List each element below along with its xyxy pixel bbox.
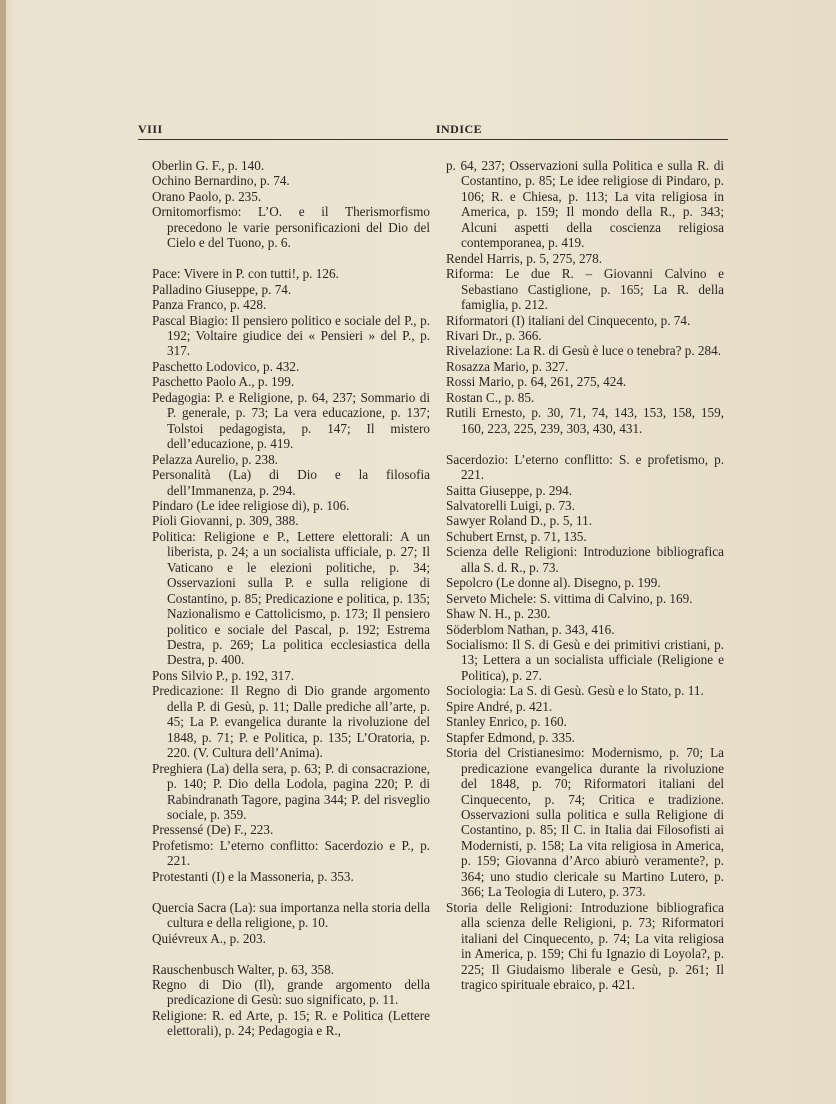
index-entry: Sociologia: La S. di Gesù. Gesù e lo Stato, p. 11.	[446, 683, 704, 699]
index-entry: Pioli Giovanni, p. 309, 388.	[152, 513, 299, 529]
index-entry: Scienza delle Religioni: Introduzione bibliografica alla S. d. R., p. 73.	[446, 544, 724, 575]
index-entry: Pons Silvio P., p. 192, 317.	[152, 667, 295, 683]
book-spine-edge	[0, 0, 6, 1104]
index-entry: Palladino Giuseppe, p. 74.	[152, 281, 292, 297]
index-entry: Panza Franco, p. 428.	[152, 297, 267, 313]
index-entry: Rossi Mario, p. 64, 261, 275, 424.	[446, 374, 627, 390]
index-entry: Salvatorelli Luigi, p. 73.	[446, 497, 575, 513]
index-entry: Serveto Michele: S. vittima di Calvino, p. 169.	[446, 590, 693, 606]
index-entry: Spire André, p. 421.	[446, 698, 553, 714]
index-entry: Sepolcro (Le donne al). Disegno, p. 199.	[446, 575, 661, 591]
index-entry: Pindaro (Le idee religiose di), p. 106.	[152, 497, 350, 513]
index-entry: Personalità (La) di Dio e la filosofia dell’Immanenza, p. 294.	[152, 467, 430, 498]
index-entry: Pressensé (De) F., 223.	[152, 822, 274, 838]
section-spacer	[152, 946, 430, 961]
index-entry: Riforma: Le due R. – Giovanni Calvino e Sebastiano Castiglione, p. 165; La R. della famiglia, p. 212.	[446, 266, 724, 313]
index-entry: Paschetto Paolo A., p. 199.	[152, 374, 295, 390]
index-entry: Sawyer Roland D., p. 5, 11.	[446, 513, 593, 529]
index-entry: Rosazza Mario, p. 327.	[446, 358, 569, 374]
index-entry: Rostan C., p. 85.	[446, 389, 535, 405]
index-entry: Protestanti (I) e la Massoneria, p. 353.	[152, 868, 354, 884]
index-entry: Storia delle Religioni: Introduzione bibliografica alla scienza delle Religioni, p. 73; Riformatori italiani del Cinquecento, p. 74; La vita religiosa in America, p. 159; Chi fu Ignazio di Loyola?, p. 225; Il Giudaismo liberale e Gesù, p. 261; Il tragico spirituale ebraico, p. 421.	[446, 899, 724, 992]
page-number: VIII	[138, 122, 163, 136]
index-entry: Preghiera (La) della sera, p. 63; P. di consacrazione, p. 140; P. Dio della Lodola, pagina 220; P. di Rabindranath Tagore, pagina 344; P. del risveglio sociale, p. 359.	[152, 760, 430, 823]
index-entry: Pelazza Aurelio, p. 238.	[152, 451, 278, 467]
index-entry: Paschetto Lodovico, p. 432.	[152, 358, 300, 374]
index-entry: Riformatori (I) italiani del Cinquecento, p. 74.	[446, 312, 691, 328]
index-entry: p. 64, 237; Osservazioni sulla Politica e sulla R. di Costantino, p. 85; Le idee religiose di Pindaro, p. 106; R. e Chiesa, p. 113; La vita religiosa in America, p. 159; Il mondo della R., p. 343; Alcuni aspetti della coscienza religiosa contemporanea, p. 419.	[446, 158, 724, 251]
index-entry: Rutili Ernesto, p. 30, 71, 74, 143, 153, 158, 159, 160, 223, 225, 239, 303, 430, 431.	[446, 405, 724, 436]
index-entry: Religione: R. ed Arte, p. 15; R. e Politica (Lettere elettorali), p. 24; Pedagogia e R.,	[152, 1007, 430, 1039]
index-entry: Orano Paolo, p. 235.	[152, 188, 262, 204]
section-spacer	[152, 884, 430, 899]
index-entry: Storia del Cristianesimo: Modernismo, p. 70; La predicazione evangelica durante la rivoluzione del 1848, p. 70; Riformatori italiani del Cinquecento, p. 74; Critica e tradizione. Osservazioni sulla politica e sulla Religione di Costantino, p. 85; Il C. in Italia dai Filosofisti ai Modernisti, p. 158; La vita religiosa in America, p. 159; Giovanna d’Arco abiurò veramente?, p. 364; uno studio clericale su Martino Lutero, p. 366; La Teologia di Lutero, p. 373.	[446, 745, 724, 900]
index-column-right	[446, 158, 724, 992]
page-header	[138, 120, 728, 140]
index-column-left	[152, 158, 430, 1039]
index-entry: Ochino Bernardino, p. 74.	[152, 173, 290, 189]
index-entry: Schubert Ernst, p. 71, 135.	[446, 528, 587, 544]
index-entry: Quercia Sacra (La): sua importanza nella storia della cultura e della religione, p. 10.	[152, 899, 430, 931]
index-entry: Sacerdozio: L’eterno conflitto: S. e profetismo, p. 221.	[446, 451, 724, 483]
page-title: INDICE	[435, 122, 483, 136]
index-entry: Rauschenbusch Walter, p. 63, 358.	[152, 961, 335, 977]
index-entry: Pace: Vivere in P. con tutti!, p. 126.	[152, 266, 339, 282]
index-entry: Politica: Religione e P., Lettere elettorali: A un liberista, p. 24; a un socialista ufficiale, p. 27; Il Vaticano e le elezioni politiche, p. 34; Osservazioni sulla P. e sulla religione di Costantino, p. 85; Predicazione e politica, p. 135; Nazionalismo e Cattolicismo, p. 173; Il pensiero politico e sociale del Pascal, p. 192; Estrema Destra, p. 269; La politica ecclesiastica della Destra, p. 400.	[152, 528, 430, 668]
index-entry: Shaw N. H., p. 230.	[446, 606, 551, 622]
index-entry: Oberlin G. F., p. 140.	[152, 158, 265, 173]
section-spacer	[446, 436, 724, 451]
index-entry: Rendel Harris, p. 5, 275, 278.	[446, 250, 603, 266]
index-entry: Rivari Dr., p. 366.	[446, 327, 542, 343]
index-entry: Pascal Biagio: Il pensiero politico e sociale del P., p. 192; Voltaire giudice dei « Pensieri » del P., p. 317.	[152, 312, 430, 359]
index-entry: Rivelazione: La R. di Gesù è luce o tenebra? p. 284.	[446, 343, 722, 359]
index-entry: Stanley Enrico, p. 160.	[446, 714, 567, 730]
index-entry: Profetismo: L’eterno conflitto: Sacerdozio e P., p. 221.	[152, 837, 430, 869]
header-rule	[138, 139, 728, 140]
index-entry: Stapfer Edmond, p. 335.	[446, 729, 575, 745]
index-entry: Quiévreux A., p. 203.	[152, 930, 266, 946]
index-entry: Regno di Dio (Il), grande argomento della predicazione di Gesù: suo significato, p. 11.	[152, 976, 430, 1008]
index-entry: Pedagogia: P. e Religione, p. 64, 237; Sommario di P. generale, p. 73; La vera educazione, p. 137; Tolstoi pedagogista, p. 147; Il mistero dell’educazione, p. 419.	[152, 389, 430, 452]
index-entry: Saitta Giuseppe, p. 294.	[446, 482, 572, 498]
index-entry: Socialismo: Il S. di Gesù e dei primitivi cristiani, p. 13; Lettera a un socialista ufficiale (Religione e Politica), p. 27.	[446, 637, 724, 683]
index-entry: Ornitomorfismo: L’O. e il Therismorfismo precedono le varie personificazioni del Dio del Cielo e del Tuono, p. 6.	[152, 204, 430, 251]
index-entry: Predicazione: Il Regno di Dio grande argomento della P. di Gesù, p. 11; Dalle prediche all’arte, p. 45; La P. evangelica durante la rivoluzione del 1848, p. 71; P. e Politica, p. 135; L’Oratoria, p. 220. (V. Cultura dell’Anima).	[152, 683, 430, 761]
index-entry: Söderblom Nathan, p. 343, 416.	[446, 621, 615, 637]
section-spacer	[152, 251, 430, 266]
